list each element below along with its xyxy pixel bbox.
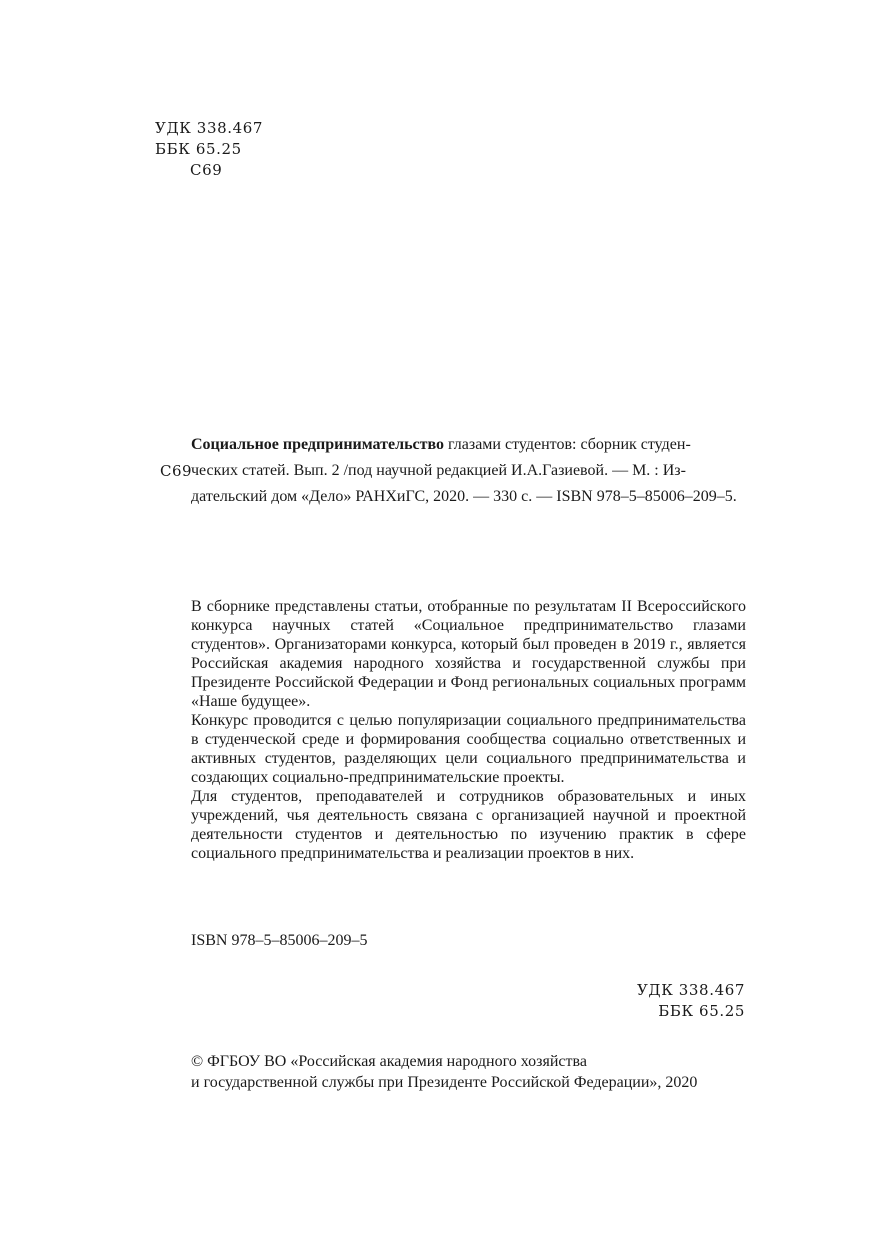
isbn: ISBN 978–5–85006–209–5 bbox=[191, 932, 368, 949]
annotation-paragraph-3: Для студентов, преподавателей и сотрудников образовательных и иных учреждений, чья деятельность связана с организацией научной и проектной деятельности студентов и деятельностью по изучению практик в сфере социального предпринимательства и реализации проектов в них. bbox=[191, 788, 746, 862]
book-title: Социальное предпринимательство bbox=[191, 436, 445, 453]
bib-line-3: дательский дом «Дело» РАНХиГС, 2020. — 330 с. — ISBN 978–5–85006–209–5. bbox=[191, 488, 737, 505]
annotation-paragraph-2: Конкурс проводится с целью популяризации социального предпринимательства в студенческой среде и формирования сообщества социально ответственных и активных студентов, разделяющих цели социального предпринимательства и создающих социально-предпринимательские проекты. bbox=[191, 712, 746, 786]
bib-line-1 bbox=[191, 432, 751, 458]
copyright-line-2: и государственной службы при Президенте Российской Федерации», 2020 bbox=[191, 1074, 698, 1091]
author-mark-bib: С69 bbox=[160, 462, 193, 480]
copyright-line-1: © ФГБОУ ВО «Российская академия народного хозяйства bbox=[191, 1053, 587, 1070]
annotation-paragraph-1: В сборнике представлены статьи, отобранные по результатам II Всероссийского конкурса научных статей «Социальное предпринимательство глазами студентов». Организаторами конкурса, который был проведен в 2019 г., является Российская академия народного хозяйства и государственной службы при Президенте Российской Федерации и Фонд региональных социальных программ «Наше будущее». bbox=[191, 598, 746, 710]
annotation bbox=[191, 597, 746, 863]
bbk-index-top: ББК 65.25 bbox=[155, 140, 242, 158]
top-classification bbox=[155, 118, 263, 181]
copyright bbox=[191, 1051, 697, 1093]
bib-line-2: ческих статей. Вып. 2 /под научной редакцией И.А.Газиевой. — М. : Из- bbox=[191, 462, 686, 479]
author-mark-top: С69 bbox=[190, 161, 223, 179]
bottom-classification bbox=[637, 980, 745, 1022]
udk-index-bottom: УДК 338.467 bbox=[636, 981, 745, 999]
bibliographic-entry bbox=[191, 432, 751, 510]
bbk-index-bottom: ББК 65.25 bbox=[658, 1002, 745, 1020]
udk-index-top: УДК 338.467 bbox=[155, 119, 264, 137]
bib-line-1-rest: глазами студентов: сборник студен- bbox=[444, 436, 691, 453]
